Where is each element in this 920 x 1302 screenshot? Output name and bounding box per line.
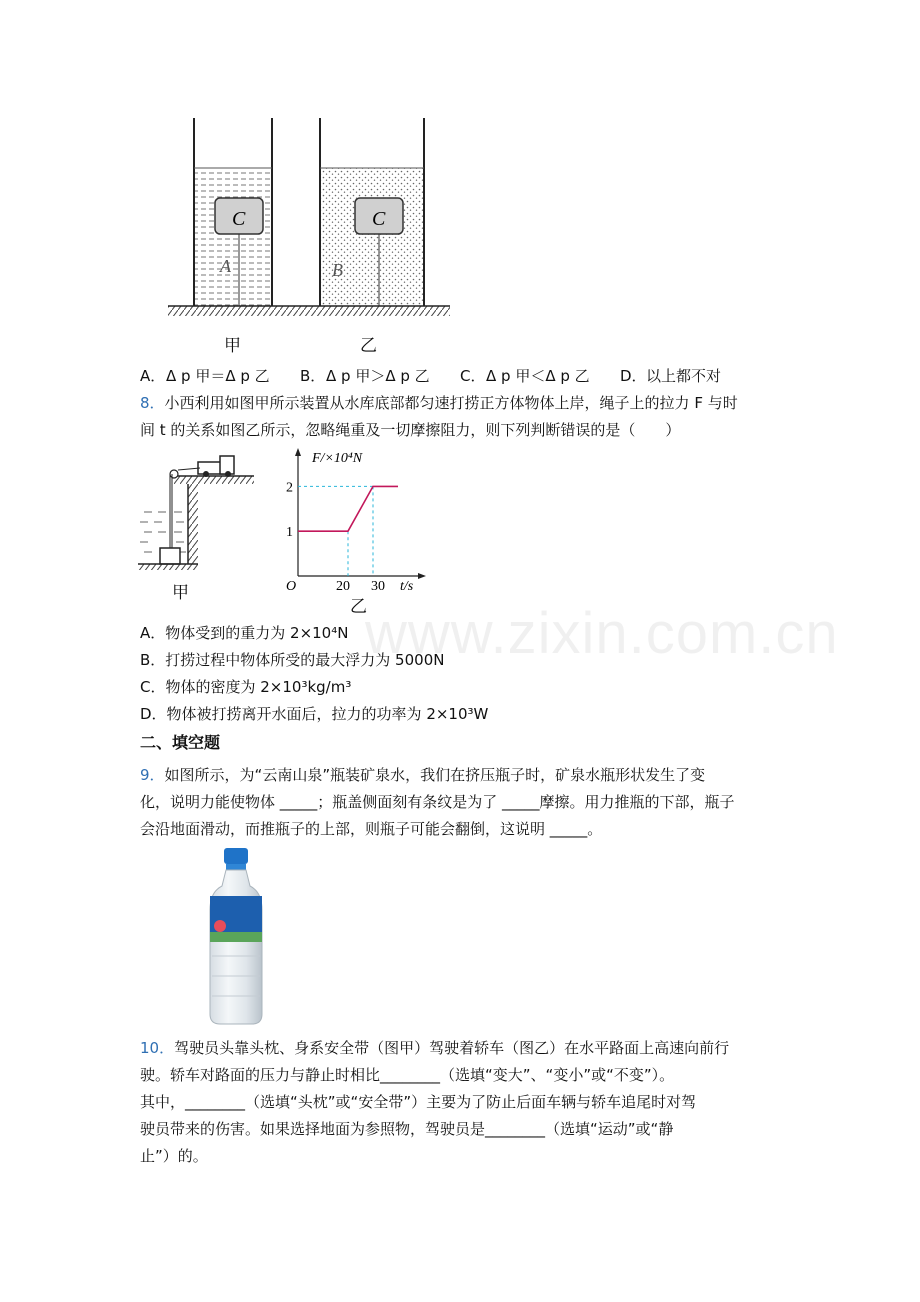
figure-label-jia: 甲 — [224, 336, 241, 356]
svg-text:C: C — [232, 208, 246, 230]
figure-label-yi: 乙 — [360, 336, 377, 356]
svg-text:C: C — [372, 208, 386, 230]
q10-line4: 驶员带来的伤害。如果选择地面为参照物，驾驶员是________（选填“运动”或“静 — [140, 1120, 674, 1138]
q10-number: 10． — [140, 1039, 175, 1057]
q9-line1: 9．如图所示，为“云南山泉”瓶装矿泉水，我们在挤压瓶子时，矿泉水瓶形状发生了变 — [140, 766, 706, 784]
cube-object — [160, 548, 180, 564]
water-bottle-image — [200, 846, 272, 1026]
x-axis-label: t/s — [400, 579, 414, 594]
q10-line3: 其中，________（选填“头枕”或“安全带”）主要为了防止后面车辆与轿车追尾时对驾 — [140, 1093, 697, 1111]
y-tick-label-2: 2 — [286, 480, 293, 496]
q8-line2: 间 t 的关系如图乙所示，忽略绳重及一切摩擦阻力，则下列判断错误的是（ ） — [140, 421, 681, 439]
y-axis-label: F/×10⁴N — [312, 451, 363, 466]
series-line — [298, 486, 398, 531]
ground — [168, 306, 450, 316]
x-tick-label-20: 20 — [336, 579, 350, 594]
q9-number: 9． — [140, 766, 165, 784]
q8-number: 8． — [140, 394, 165, 412]
pulley-icon — [170, 470, 178, 478]
q8-line1: 8．小西利用如图甲所示装置从水库底部都匀速打捞正方体物体上岸，绳子上的拉力 F 与时 — [140, 394, 738, 412]
q10-line1: 10．驾驶员头靠头枕、身系安全带（图甲）驾驶着轿车（图乙）在水平路面上高速向前行 — [140, 1039, 730, 1057]
liquid-a — [194, 168, 272, 306]
container-figure — [160, 110, 460, 360]
bottle-cap — [224, 848, 248, 864]
q7-options: A． Δ p 甲＝Δ p 乙 B． Δ p 甲＞Δ p 乙 C． Δ p 甲＜Δ p 乙 D． 以上都不对 — [140, 367, 722, 385]
q10-line5: 止”）的。 — [140, 1147, 208, 1165]
q9-line2: 化，说明力能使物体 _____；瓶盖侧面刻有条纹是为了 _____摩擦。用力推瓶的下部，瓶子 — [140, 793, 735, 811]
q8-option-c[interactable]: C．物体的密度为 2×10³kg/m³ — [140, 678, 352, 696]
q8-figure-label-jia: 甲 — [172, 583, 189, 603]
q10-line2: 驶。轿车对路面的压力与静止时相比________（选填“变大”、“变小”或“不变”）。 — [140, 1066, 675, 1084]
q9-line3: 会沿地面滑动，而推瓶子的上部，则瓶子可能会翻倒，这说明 _____。 — [140, 820, 603, 838]
section-heading: 二、填空题 — [140, 733, 221, 752]
origin-label: O — [286, 579, 297, 594]
q8-option-d[interactable]: D．物体被打捞离开水面后，拉力的功率为 2×10³W — [140, 705, 489, 723]
svg-text:B: B — [332, 260, 343, 280]
force-time-chart — [282, 444, 432, 594]
svg-text:A: A — [220, 256, 231, 276]
x-tick-label-30: 30 — [371, 579, 385, 594]
liquid-b — [320, 168, 424, 306]
crane-figure — [138, 452, 258, 577]
y-tick-label-1: 1 — [286, 525, 293, 541]
watermark: www.zixin.com.cn — [365, 601, 839, 666]
q8-option-a[interactable]: A．物体受到的重力为 2×10⁴N — [140, 624, 349, 642]
q8-option-b[interactable]: B．打捞过程中物体所受的最大浮力为 5000N — [140, 651, 445, 669]
q8-figure-label-yi: 乙 — [350, 597, 367, 617]
